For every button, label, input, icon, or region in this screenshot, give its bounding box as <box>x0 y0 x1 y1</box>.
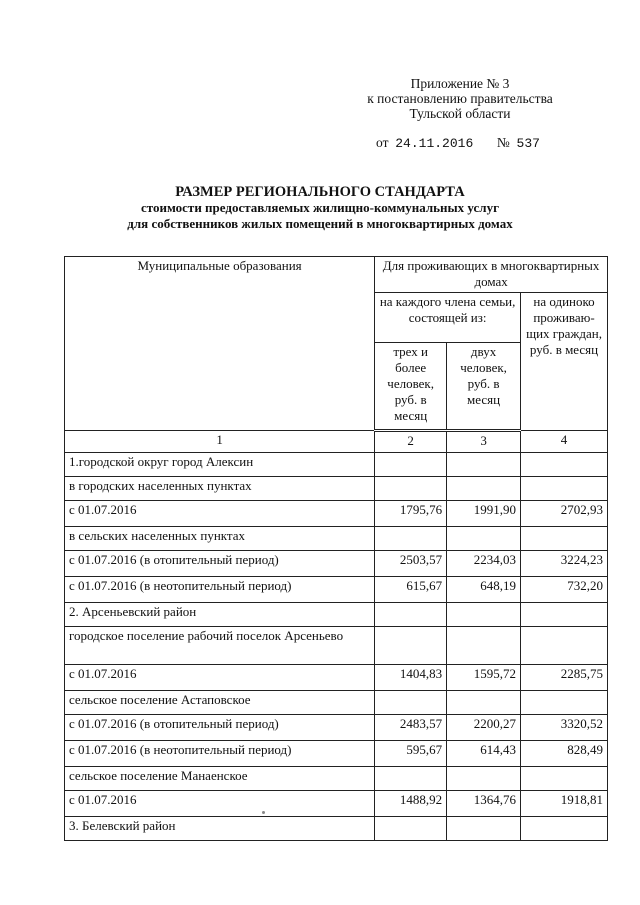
value-single: 2702,93 <box>521 501 608 527</box>
value-three: 1795,76 <box>375 501 447 527</box>
value-two <box>447 767 521 791</box>
header-family: на каждого члена семьи, состоящей из: <box>375 293 521 343</box>
date-prefix: от <box>376 135 389 150</box>
row-label: с 01.07.2016 <box>65 665 375 691</box>
table-row <box>65 767 608 791</box>
value-two: 614,43 <box>447 741 521 767</box>
value-three: 595,67 <box>375 741 447 767</box>
decree-number: 537 <box>516 136 540 151</box>
value-two <box>447 627 521 665</box>
row-label: в городских населенных пунктах <box>65 477 375 501</box>
value-three <box>375 477 447 501</box>
value-three: 2503,57 <box>375 551 447 577</box>
table-row <box>65 501 608 527</box>
value-three <box>375 527 447 551</box>
value-single <box>521 767 608 791</box>
value-two: 2234,03 <box>447 551 521 577</box>
value-three: 2483,57 <box>375 715 447 741</box>
value-single <box>521 817 608 841</box>
value-single <box>521 691 608 715</box>
table-row <box>65 453 608 477</box>
table-row <box>65 551 608 577</box>
value-two <box>447 691 521 715</box>
value-three <box>375 627 447 665</box>
table-row <box>65 627 608 665</box>
appendix-block <box>340 76 580 121</box>
value-three: 615,67 <box>375 577 447 603</box>
row-label: с 01.07.2016 (в неотопительный период) <box>65 741 375 767</box>
value-two: 1595,72 <box>447 665 521 691</box>
value-single: 3224,23 <box>521 551 608 577</box>
title-line-1: РАЗМЕР РЕГИОНАЛЬНОГО СТАНДАРТА <box>175 184 465 200</box>
value-three: 1404,83 <box>375 665 447 691</box>
table-row <box>65 791 608 817</box>
table-row <box>65 477 608 501</box>
value-three <box>375 767 447 791</box>
decree-date-line <box>376 135 540 151</box>
value-single <box>521 477 608 501</box>
table-row <box>65 527 608 551</box>
row-label: с 01.07.2016 (в отопительный период) <box>65 715 375 741</box>
row-label: с 01.07.2016 <box>65 501 375 527</box>
value-single: 1918,81 <box>521 791 608 817</box>
value-single: 732,20 <box>521 577 608 603</box>
value-two <box>447 603 521 627</box>
standard-table <box>64 256 608 841</box>
row-label: в сельских населенных пунктах <box>65 527 375 551</box>
value-single <box>521 603 608 627</box>
value-single: 828,49 <box>521 741 608 767</box>
col-number: 1 <box>65 431 375 453</box>
table-row <box>65 665 608 691</box>
value-three <box>375 453 447 477</box>
value-two <box>447 817 521 841</box>
appendix-line: Приложение № 3 <box>410 76 510 91</box>
value-two: 1991,90 <box>447 501 521 527</box>
title-line-3: для собственников жилых помещений в многоквартирных домах <box>127 216 513 231</box>
header-two: двух человек, руб. в месяц <box>447 343 521 431</box>
value-three <box>375 817 447 841</box>
value-two: 648,19 <box>447 577 521 603</box>
table-row <box>65 603 608 627</box>
appendix-line: к постановлению правительства <box>367 91 553 106</box>
row-label: с 01.07.2016 <box>65 791 375 817</box>
value-single: 3320,52 <box>521 715 608 741</box>
value-three: 1488,92 <box>375 791 447 817</box>
table-row <box>65 691 608 715</box>
table-row <box>65 741 608 767</box>
value-two <box>447 477 521 501</box>
scan-speck <box>262 811 265 814</box>
document-title <box>80 184 560 232</box>
title-line-2: стоимости предоставляемых жилищно-коммунальных услуг <box>141 200 499 215</box>
value-two <box>447 527 521 551</box>
value-single: 2285,75 <box>521 665 608 691</box>
col-number: 2 <box>375 431 447 453</box>
row-label: сельское поселение Астаповское <box>65 691 375 715</box>
row-label: с 01.07.2016 (в отопительный период) <box>65 551 375 577</box>
value-three <box>375 603 447 627</box>
row-label: городское поселение рабочий поселок Арсеньево <box>65 627 375 665</box>
header-single: на одиноко проживаю-щих граждан, руб. в месяц <box>521 293 608 431</box>
header-group: Для проживающих в многоквартирных домах <box>375 257 608 293</box>
value-single <box>521 627 608 665</box>
row-label: с 01.07.2016 (в неотопительный период) <box>65 577 375 603</box>
value-single <box>521 527 608 551</box>
col-number: 4 <box>521 431 608 453</box>
value-single <box>521 453 608 477</box>
table-row <box>65 817 608 841</box>
appendix-line: Тульской области <box>409 106 511 121</box>
col-number: 3 <box>447 431 521 453</box>
header-municipal: Муниципальные образования <box>65 257 375 431</box>
table-row <box>65 715 608 741</box>
table-row <box>65 577 608 603</box>
row-label: 3. Белевский район <box>65 817 375 841</box>
value-three <box>375 691 447 715</box>
row-label: 1.городской округ город Алексин <box>65 453 375 477</box>
value-two: 2200,27 <box>447 715 521 741</box>
number-prefix: № <box>496 135 510 150</box>
header-three: трех и более человек, руб. в месяц <box>375 343 447 431</box>
value-two <box>447 453 521 477</box>
row-label: сельское поселение Манаенское <box>65 767 375 791</box>
value-two: 1364,76 <box>447 791 521 817</box>
decree-date: 24.11.2016 <box>395 136 474 151</box>
row-label: 2. Арсеньевский район <box>65 603 375 627</box>
